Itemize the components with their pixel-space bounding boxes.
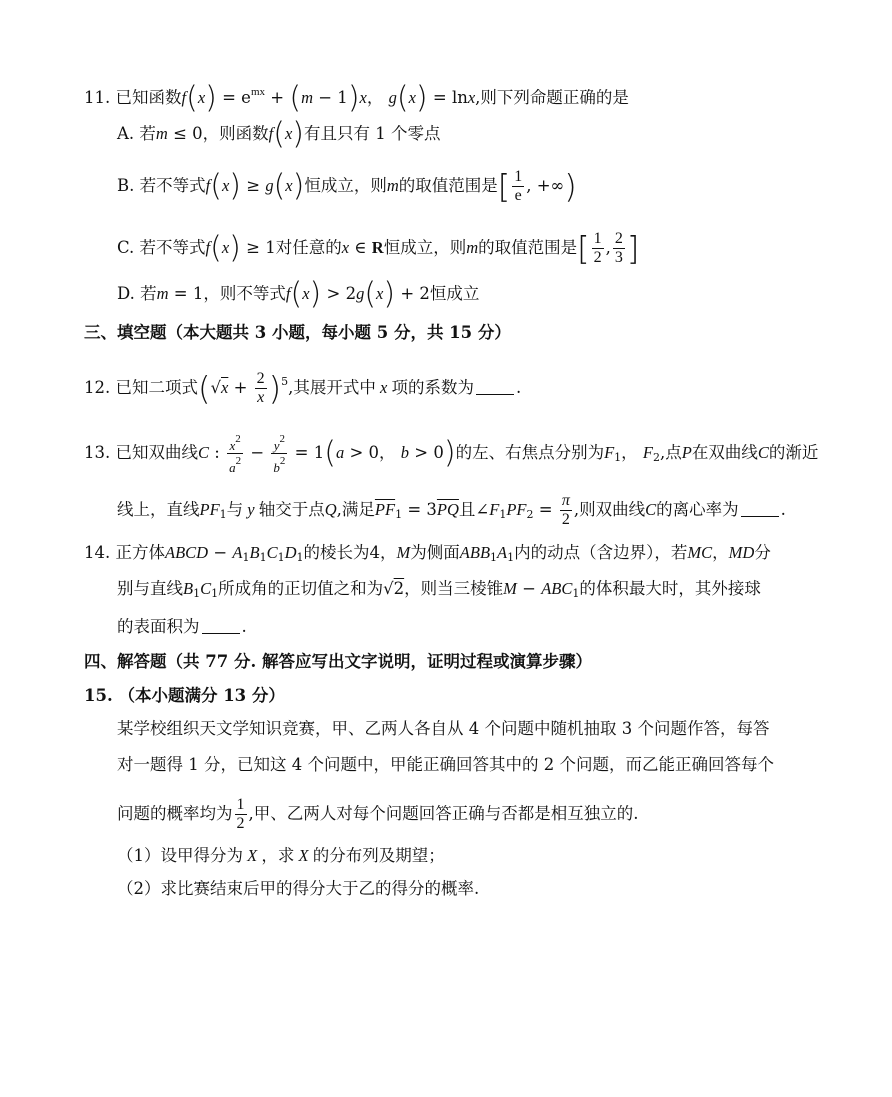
q11-option-d: D. 若m = 1，则不等式f(x) > 2g(x) + 2恒成立 — [117, 276, 480, 312]
q13-line-1: 13. 已知双曲线C : $\frac{x^2}{a^2}$ − $\frac{y^2}{b^2}$ = 1(a > 0， b > 0)的左、右焦点分别为$F_1$， $F_2$,点P在双曲线C的渐近 — [84, 433, 819, 475]
answer-blank — [476, 394, 514, 395]
q14-line-3: 的表面积为 . — [117, 617, 247, 636]
q15-header: 15. （本小题满分 13 分） — [84, 686, 285, 705]
section-4-title: 四、解答题（共 77 分. 解答应写出文字说明，证明过程或演算步骤） — [84, 652, 592, 671]
q15-paragraph-3: 问题的概率均为 $\frac{1}{2}$ ,甲、乙两人对每个问题回答正确与否都是相互独立的. — [117, 796, 639, 832]
q15-paragraph-2: 对一题得 1 分，已知这 4 个问题中，甲能正确回答其中的 2 个问题，而乙能正确回答每个 — [117, 755, 774, 774]
q11-option-a: A. 若m ≤ 0，则函数f(x)有且只有 1 个零点 — [117, 116, 441, 152]
section-3-title: 三、填空题（本大题共 3 小题，每小题 5 分，共 15 分） — [84, 323, 511, 342]
q12: 12. 已知二项式(√x + $\frac{2}{x}$ )$^5$,其展开式中 x 项的系数为 . — [84, 369, 522, 408]
answer-blank — [741, 516, 779, 517]
q15-subquestion-2: （2）求比赛结束后甲的得分大于乙的得分的概率. — [117, 879, 480, 898]
q14-line-2: 别与直线$B_1C_1$所成角的正切值之和为√2，则当三棱锥$M - ABC_1$的体积最大时，其外接球 — [117, 579, 761, 600]
q11-option-c: C. 若不等式f(x) ≥ 1对任意的x ∈ R恒成立，则m的取值范围是[ $\frac{1}{2}$ , $\frac{2}{3}$ ] — [117, 229, 640, 268]
answer-blank — [202, 633, 240, 634]
q15-paragraph-1: 某学校组织天文学知识竞赛，甲、乙两人各自从 4 个问题中随机抽取 3 个问题作答，每答 — [117, 719, 770, 738]
q11-option-b: B. 若不等式f(x) ≥ g(x)恒成立，则m的取值范围是[ $\frac{1}{e}$ , +∞) — [117, 167, 577, 206]
q14-line-1: 14. 正方体ABCD − $A_1B_1C_1D_1$的棱长为4，M为侧面$ABB_1A_1$内的动点（含边界），若MC，MD分 — [84, 543, 771, 564]
q13-line-2: 线上，直线$PF_1$与 y 轴交于点Q,满足$\overline{PF}_1 = 3\overline{PQ}$且$\angle F_1PF_2$ = $\frac{\pi}{2}$ ,则双曲线C的离心率为 . — [117, 492, 786, 528]
q15-subquestion-1: （1）设甲得分为 X ，求 X 的分布列及期望； — [117, 846, 445, 865]
q11-stem: 11. 已知函数$f(x) = e^{mx} + (m - 1)x$， g(x) = lnx,则下列命题正确的是 — [84, 80, 629, 116]
